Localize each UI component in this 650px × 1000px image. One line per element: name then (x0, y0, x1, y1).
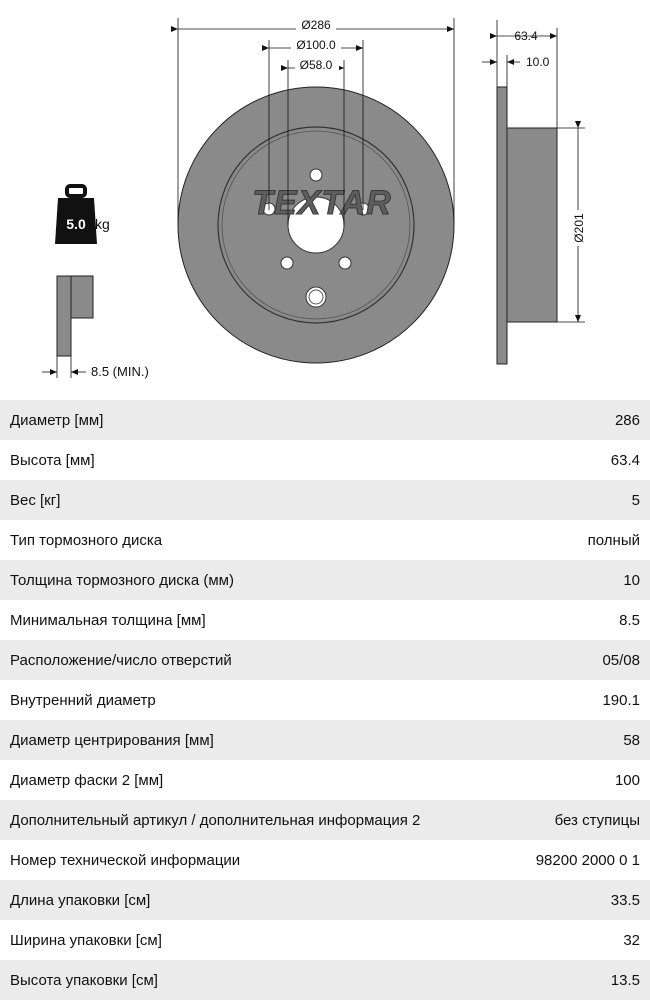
spec-value: 5 (631, 491, 640, 509)
spec-label: Диаметр центрирования [мм] (10, 731, 214, 749)
spec-label: Вес [кг] (10, 491, 61, 509)
spec-row (0, 680, 650, 720)
svg-text:Ø286: Ø286 (301, 18, 331, 32)
spec-row (0, 640, 650, 680)
spec-value: 98200 2000 0 1 (535, 851, 640, 869)
spec-label: Высота упаковки [см] (10, 971, 158, 989)
spec-value: 13.5 (610, 971, 640, 989)
svg-text:63.4: 63.4 (514, 29, 538, 43)
spec-row (0, 600, 650, 640)
specs-table (0, 400, 650, 1000)
spec-label: Диаметр [мм] (10, 411, 104, 429)
spec-value: 63.4 (610, 451, 640, 469)
spec-value: 05/08 (602, 651, 640, 669)
spec-label: Ширина упаковки [см] (10, 931, 162, 949)
side-hat (507, 128, 557, 322)
spec-label: Тип тормозного диска (10, 531, 163, 549)
spec-label: Расположение/число отверстий (10, 651, 232, 669)
weight-icon (55, 186, 110, 244)
side-friction-ring (497, 87, 507, 364)
spec-row (0, 720, 650, 760)
bolt-hole (310, 169, 322, 181)
spec-label: Номер технической информации (10, 851, 241, 869)
dim-height (497, 29, 557, 43)
spec-row (0, 520, 650, 560)
spec-value: 58 (623, 731, 640, 749)
spec-value: 8.5 (619, 611, 640, 629)
spec-value: 100 (614, 771, 640, 789)
spec-value: 33.5 (610, 891, 640, 909)
technical-drawing (0, 0, 650, 400)
spec-value: без ступицы (554, 811, 640, 829)
spec-value: 286 (614, 411, 640, 429)
spec-label: Внутренний диаметр (10, 691, 156, 709)
svg-text:Ø100.0: Ø100.0 (296, 38, 336, 52)
spec-row (0, 880, 650, 920)
brake-disc-drawing (0, 0, 650, 400)
spec-row (0, 400, 650, 440)
bolt-hole (281, 257, 293, 269)
spec-label: Длина упаковки [см] (10, 891, 151, 909)
brand-logo: TEXTAR (252, 184, 392, 222)
spec-row (0, 760, 650, 800)
spec-label: Высота [мм] (10, 451, 95, 469)
spec-value: 190.1 (602, 691, 640, 709)
spec-row (0, 960, 650, 1000)
spec-row (0, 480, 650, 520)
spec-row (0, 800, 650, 840)
dim-inner-diameter (570, 128, 586, 322)
weight-value: 5.0 (66, 216, 86, 232)
min-thickness-label: 8.5 (MIN.) (91, 364, 149, 379)
spec-value: 32 (623, 931, 640, 949)
spec-label: Дополнительный артикул / дополнительная информация 2 (10, 811, 421, 829)
svg-text:Ø201: Ø201 (572, 213, 586, 243)
spec-row (0, 440, 650, 480)
dim-thickness (482, 55, 550, 69)
min-thickness-icon (42, 276, 149, 379)
spec-label: Минимальная толщина [мм] (10, 611, 206, 629)
disc-side-view (497, 20, 585, 364)
disc-front-view (178, 87, 454, 363)
bolt-hole (339, 257, 351, 269)
spec-row (0, 840, 650, 880)
spec-value: полный (587, 531, 640, 549)
weight-unit: kg (95, 216, 110, 232)
spec-label: Диаметр фаски 2 [мм] (10, 771, 164, 789)
svg-text:Ø58.0: Ø58.0 (299, 58, 333, 72)
spec-label: Толщина тормозного диска (мм) (10, 571, 234, 589)
spec-row (0, 920, 650, 960)
spec-value: 10 (623, 571, 640, 589)
spec-row (0, 560, 650, 600)
svg-text:10.0: 10.0 (526, 55, 550, 69)
